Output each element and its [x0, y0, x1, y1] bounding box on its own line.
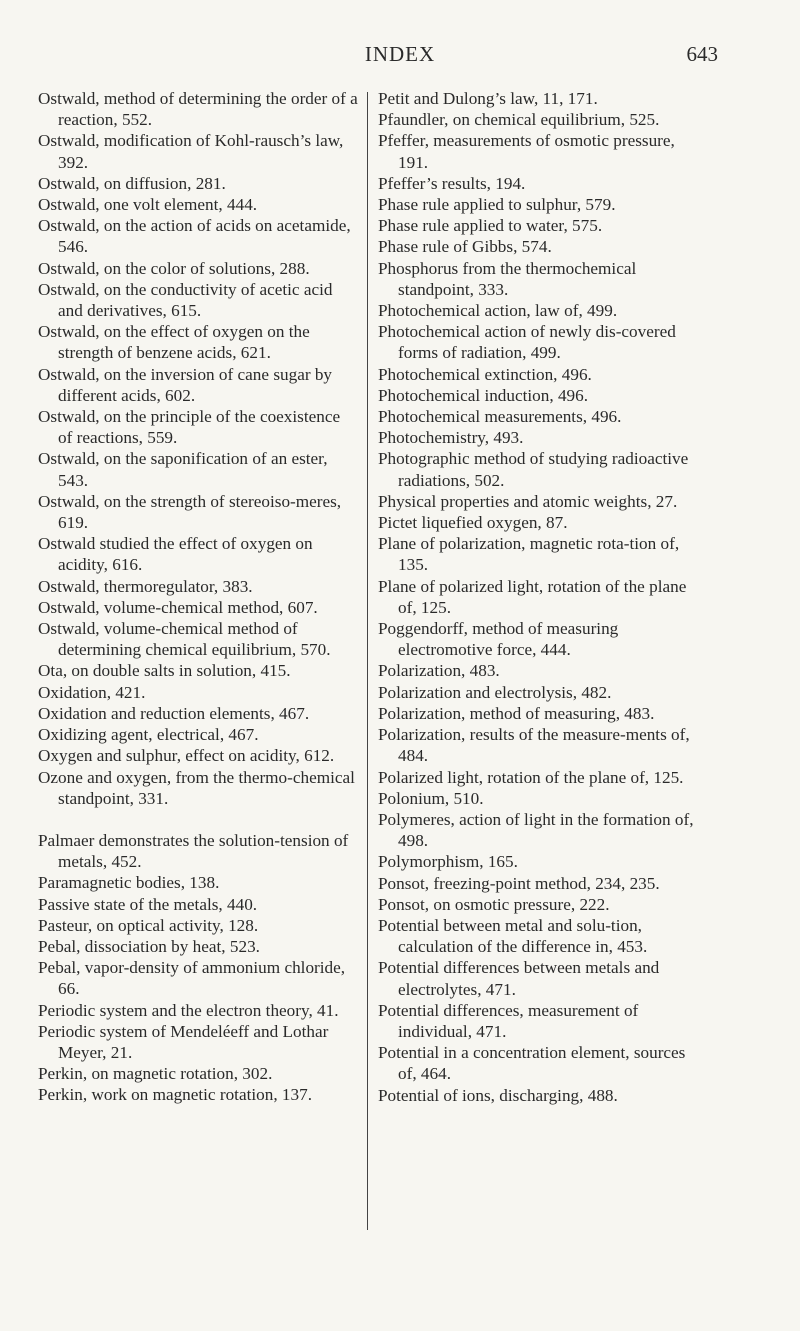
index-entry: Ota, on double salts in solution, 415. — [38, 661, 291, 681]
index-entry: Polymeres, action of light in the formation of, 498. — [378, 809, 694, 851]
index-entry: Periodic system of Mendeléeff and Lothar Meyer, 21. — [38, 1021, 329, 1062]
index-entry: Ostwald, one volt element, 444. — [38, 195, 258, 215]
index-entry: Photochemical action of newly dis-covered forms of radiation, 499. — [378, 322, 676, 363]
index-entry: Potential differences between metals and electrolytes, 471. — [378, 958, 660, 999]
index-entry: Phase rule of Gibbs, 574. — [378, 237, 552, 257]
index-entry: Ostwald, method of determining the order of a reaction, 552. — [38, 89, 358, 130]
index-entry: Polarization and electrolysis, 482. — [378, 682, 612, 702]
index-entry: Ostwald, on the effect of oxygen on the strength of benzene acids, 621. — [38, 322, 310, 363]
index-entry: Pebal, vapor-density of ammonium chloride, 66. — [38, 958, 346, 999]
index-entry: Polarized light, rotation of the plane of, 125. — [378, 767, 684, 787]
index-entry: Ostwald, volume-chemical method, 607. — [38, 597, 318, 617]
index-entry: Pfaundler, on chemical equilibrium, 525. — [378, 110, 660, 130]
index-entry: Perkin, on magnetic rotation, 302. — [38, 1064, 273, 1084]
index-column-left — [38, 88, 367, 1238]
index-entry: Ostwald, volume-chemical method of determining chemical equilibrium, 570. — [38, 619, 331, 660]
index-entry: Pebal, dissociation by heat, 523. — [38, 936, 260, 956]
index-entry: Plane of polarization, magnetic rota-tion of, 135. — [378, 534, 680, 575]
index-entry: Photochemical action, law of, 499. — [378, 301, 618, 321]
index-entry: Polymorphism, 165. — [378, 852, 518, 872]
index-columns — [38, 88, 768, 1238]
index-entry: Polarization, results of the measure-ments of, 484. — [378, 725, 690, 766]
index-entry: Ostwald, on diffusion, 281. — [38, 173, 226, 193]
index-entry: Photochemical measurements, 496. — [378, 407, 622, 427]
index-entry: Ostwald studied the effect of oxygen on acidity, 616. — [38, 534, 313, 575]
index-entry: Ostwald, on the inversion of cane sugar by different acids, 602. — [38, 364, 333, 405]
index-entry: Ostwald, on the principle of the coexistence of reactions, 559. — [38, 407, 341, 448]
index-entry: Physical properties and atomic weights, 27. — [378, 491, 678, 511]
index-entry: Oxidation and reduction elements, 467. — [38, 703, 310, 723]
index-entry: Oxygen and sulphur, effect on acidity, 612. — [38, 746, 335, 766]
index-entry: Plane of polarized light, rotation of the plane of, 125. — [378, 576, 687, 617]
index-entry: Passive state of the metals, 440. — [38, 894, 258, 914]
index-entry: Ostwald, on the saponification of an ester, 543. — [38, 449, 328, 490]
index-entry: Phase rule applied to sulphur, 579. — [378, 195, 616, 215]
page-number: 643 — [686, 42, 718, 66]
index-entry: Potential differences, measurement of individual, 471. — [378, 1000, 639, 1041]
page-title: INDEX — [364, 42, 436, 66]
index-entry: Ostwald, thermoregulator, 383. — [38, 576, 253, 596]
index-entry: Ponsot, on osmotic pressure, 222. — [378, 894, 610, 914]
index-entry: Pasteur, on optical activity, 128. — [38, 915, 259, 935]
index-entry: Oxidizing agent, electrical, 467. — [38, 725, 259, 745]
index-entry: Potential in a concentration element, sources of, 464. — [378, 1043, 686, 1084]
index-entry: Pfeffer, measurements of osmotic pressure, 191. — [378, 131, 675, 172]
index-entry: Palmaer demonstrates the solution-tension of metals, 452. — [38, 830, 349, 872]
page-header — [0, 42, 800, 72]
index-entry: Pictet liquefied oxygen, 87. — [378, 513, 568, 533]
index-entry: Polarization, 483. — [378, 661, 500, 681]
index-entry: Ostwald, modification of Kohl-rausch’s law, 392. — [38, 131, 344, 172]
index-entry: Pfeffer’s results, 194. — [378, 173, 526, 193]
index-entry: Potential of ions, discharging, 488. — [378, 1085, 618, 1105]
index-entry: Perkin, work on magnetic rotation, 137. — [38, 1085, 312, 1105]
index-entry: Ostwald, on the color of solutions, 288. — [38, 258, 310, 278]
index-column-right — [368, 88, 708, 1238]
index-entry: Polonium, 510. — [378, 788, 484, 808]
index-entry: Oxidation, 421. — [38, 682, 146, 702]
index-entry: Photochemistry, 493. — [378, 428, 524, 448]
index-entry: Ponsot, freezing-point method, 234, 235. — [378, 873, 660, 893]
index-entry: Ostwald, on the action of acids on acetamide, 546. — [38, 216, 351, 257]
index-entry: Petit and Dulong’s law, 11, 171. — [378, 89, 598, 108]
index-entry: Potential between metal and solu-tion, calculation of the difference in, 453. — [378, 915, 648, 957]
index-entry: Photochemical induction, 496. — [378, 385, 589, 405]
index-entry: Ozone and oxygen, from the thermo-chemical standpoint, 331. — [38, 767, 355, 808]
index-entry: Polarization, method of measuring, 483. — [378, 703, 655, 723]
index-entry: Ostwald, on the strength of stereoiso-meres, 619. — [38, 491, 342, 533]
index-entry: Paramagnetic bodies, 138. — [38, 873, 220, 893]
index-entry: Ostwald, on the conductivity of acetic acid and derivatives, 615. — [38, 279, 333, 321]
index-entry: Periodic system and the electron theory, 41. — [38, 1000, 339, 1020]
index-entry: Poggendorff, method of measuring electromotive force, 444. — [378, 619, 619, 660]
index-entry: Phase rule applied to water, 575. — [378, 216, 603, 236]
index-entry: Photochemical extinction, 496. — [378, 364, 592, 384]
index-entry: Photographic method of studying radioactive radiations, 502. — [378, 449, 689, 490]
index-entry: Phosphorus from the thermochemical standpoint, 333. — [378, 258, 637, 299]
